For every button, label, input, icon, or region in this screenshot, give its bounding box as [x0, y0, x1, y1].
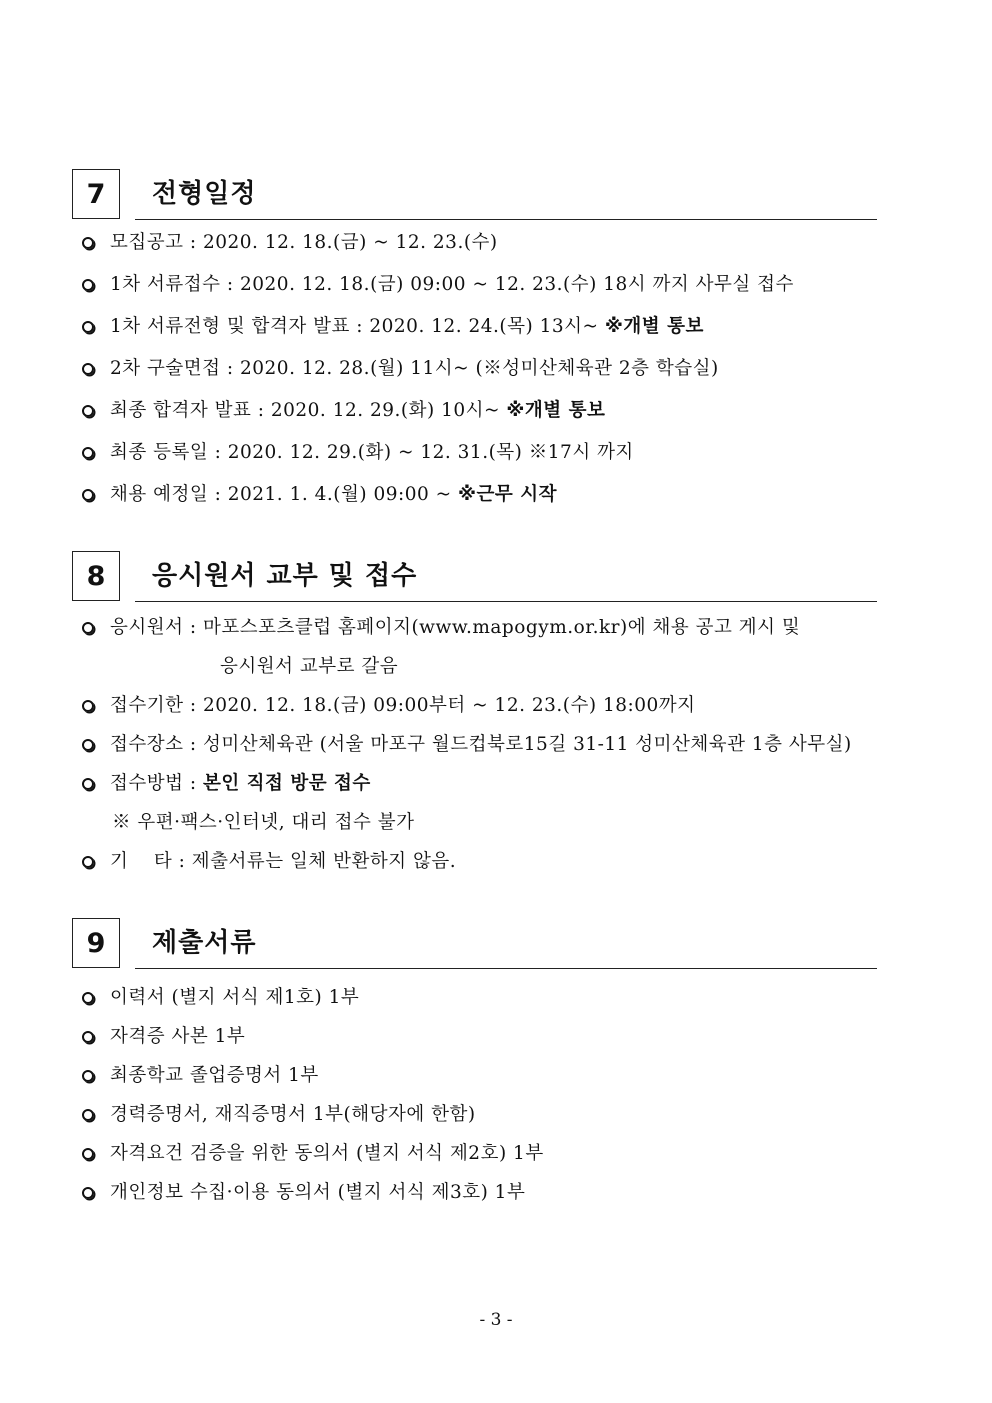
list-item: 최종학교 졸업증명서 1부	[72, 1064, 319, 1088]
section-divider	[135, 601, 877, 602]
circle-bullet-icon	[82, 992, 94, 1004]
list-item: 2차 구술면접 : 2020. 12. 28.(월) 11시~ (※성미산체육관 2층 학습실)	[72, 357, 719, 381]
list-item: 응시원서 : 마포스포츠클럽 홈페이지(www.mapogym.or.kr)에 채용 공고 게시 및	[72, 616, 800, 640]
section-title: 전형일정	[152, 179, 257, 209]
section-title: 응시원서 교부 및 접수	[152, 561, 418, 591]
list-item: 개인정보 수집·이용 동의서 (별지 서식 제3호) 1부	[72, 1181, 525, 1205]
circle-bullet-icon	[82, 363, 94, 375]
circle-bullet-icon	[82, 856, 94, 868]
emphasis-text: ※개별 통보	[604, 316, 704, 337]
circle-bullet-icon	[82, 739, 94, 751]
section-documents	[72, 918, 877, 1203]
list-item: 경력증명서, 재직증명서 1부(해당자에 한함)	[72, 1103, 476, 1127]
circle-bullet-icon	[82, 1109, 94, 1121]
list-item: 접수방법 : 본인 직접 방문 접수	[72, 772, 371, 796]
circle-bullet-icon	[82, 1031, 94, 1043]
section-number: 9	[72, 918, 120, 968]
list-item: 접수장소 : 성미산체육관 (서울 마포구 월드컵북로15길 31-11 성미산체육관 1층 사무실)	[72, 733, 852, 757]
circle-bullet-icon	[82, 778, 94, 790]
page-number: - 3 -	[479, 1310, 513, 1330]
circle-bullet-icon	[82, 279, 94, 291]
list-item: 채용 예정일 : 2021. 1. 4.(월) 09:00 ~ ※근무 시작	[72, 483, 557, 507]
circle-bullet-icon	[82, 1187, 94, 1199]
emphasis-text: ※개별 통보	[506, 400, 606, 421]
circle-bullet-icon	[82, 700, 94, 712]
list-item: 이력서 (별지 서식 제1호) 1부	[72, 986, 359, 1010]
circle-bullet-icon	[82, 1148, 94, 1160]
section-header	[72, 169, 877, 219]
circle-bullet-icon	[82, 237, 94, 249]
list-item: 자격증 사본 1부	[72, 1025, 245, 1049]
circle-bullet-icon	[82, 1070, 94, 1082]
list-item: 1차 서류접수 : 2020. 12. 18.(금) 09:00 ~ 12. 23.(수) 18시 까지 사무실 접수	[72, 273, 794, 297]
circle-bullet-icon	[82, 405, 94, 417]
section-application	[72, 551, 877, 872]
list-item: 1차 서류전형 및 합격자 발표 : 2020. 12. 24.(목) 13시~ ※개별 통보	[72, 315, 704, 339]
section-number: 7	[72, 169, 120, 219]
section-header	[72, 551, 877, 601]
continuation-line: 응시원서 교부로 갈음	[220, 656, 399, 677]
note-line: ※ 우편·팩스·인터넷, 대리 접수 불가	[112, 812, 415, 833]
circle-bullet-icon	[82, 489, 94, 501]
section-divider	[135, 219, 877, 220]
circle-bullet-icon	[82, 321, 94, 333]
section-schedule	[72, 169, 877, 505]
section-title: 제출서류	[152, 928, 257, 958]
circle-bullet-icon	[82, 622, 94, 634]
section-number: 8	[72, 551, 120, 601]
list-item: 기 타 : 제출서류는 일체 반환하지 않음.	[72, 850, 456, 874]
list-item: 모집공고 : 2020. 12. 18.(금) ~ 12. 23.(수)	[72, 231, 498, 255]
list-item: 접수기한 : 2020. 12. 18.(금) 09:00부터 ~ 12. 23.(수) 18:00까지	[72, 694, 696, 718]
list-item: 최종 합격자 발표 : 2020. 12. 29.(화) 10시~ ※개별 통보	[72, 399, 605, 423]
emphasis-text: 본인 직접 방문 접수	[202, 773, 371, 794]
list-item: 자격요건 검증을 위한 동의서 (별지 서식 제2호) 1부	[72, 1142, 544, 1166]
section-divider	[135, 968, 877, 969]
list-item: 최종 등록일 : 2020. 12. 29.(화) ~ 12. 31.(목) ※17시 까지	[72, 441, 634, 465]
emphasis-text: ※근무 시작	[458, 484, 557, 505]
circle-bullet-icon	[82, 447, 94, 459]
section-header	[72, 918, 877, 968]
